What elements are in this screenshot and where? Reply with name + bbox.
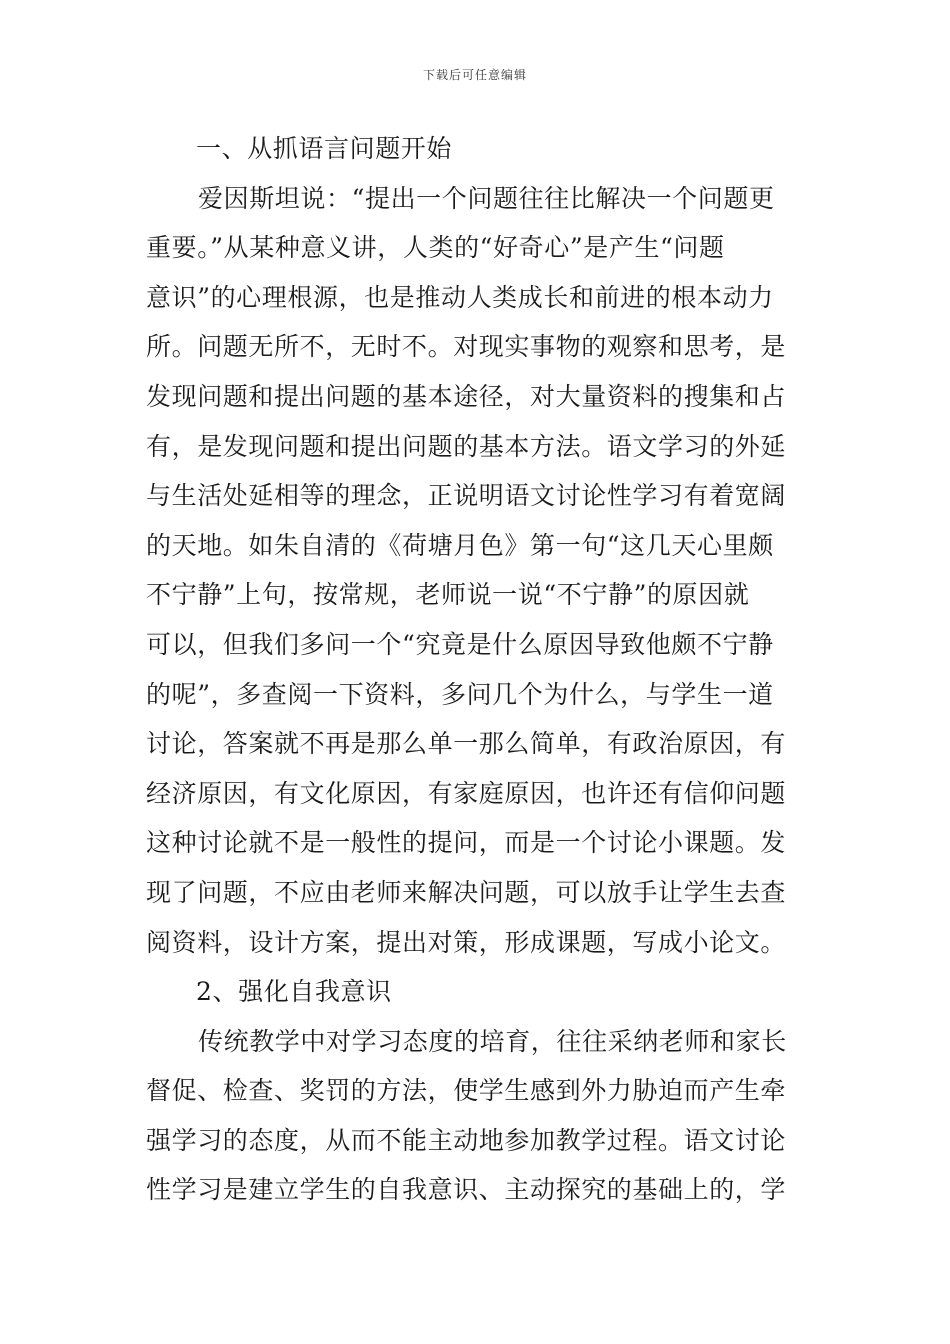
paragraph-line: 与生活处延相等的理念，正说明语文讨论性学习有着宽阔 <box>146 481 787 511</box>
paragraph-line: 不宁静”上句，按常规，老师说一说“不宁静”的原因就 <box>146 580 750 610</box>
paragraph-line: 传统教学中对学习态度的培育，往往采纳老师和家长 <box>198 1026 787 1056</box>
paragraph-line: 重要。”从某种意义讲，人类的“好奇心”是产生“问题 <box>146 233 725 263</box>
paragraph-line: 所。问题无所不，无时不。对现实事物的观察和思考，是 <box>146 332 787 362</box>
paragraph-line: 强学习的态度，从而不能主动地参加教学过程。语文讨论 <box>146 1125 787 1155</box>
paragraph-line: 现了问题，不应由老师来解决问题，可以放手让学生去查 <box>146 877 787 907</box>
paragraph-line: 可以，但我们多问一个“究竟是什么原因导致他颇不宁静 <box>146 629 774 659</box>
paragraph-line: 爱因斯坦说：“提出一个问题往往比解决一个问题更 <box>198 183 775 213</box>
paragraph-line: 讨论，答案就不再是那么单一那么简单，有政治原因，有 <box>146 729 787 759</box>
paragraph-line: 的呢”，多查阅一下资料，多问几个为什么，与学生一道 <box>146 679 774 709</box>
page-header: 下载后可任意编辑 <box>422 68 527 82</box>
document-body <box>146 124 806 1215</box>
paragraph-line: 有，是发现问题和提出问题的基本方法。语文学习的外延 <box>146 431 787 461</box>
paragraph-line: 督促、检查、奖罚的方法，使学生感到外力胁迫而产生牵 <box>146 1076 787 1106</box>
section-heading: 一、从抓语言问题开始 <box>196 134 453 163</box>
paragraph-line: 性学习是建立学生的自我意识、主动探究的基础上的，学 <box>146 1175 787 1205</box>
paragraph-line: 发现问题和提出问题的基本途径，对大量资料的搜集和占 <box>146 381 787 411</box>
paragraph-line: 阅资料，设计方案，提出对策，形成课题，写成小论文。 <box>146 927 787 957</box>
paragraph-line: 意识”的心理根源，也是推动人类成长和前进的根本动力 <box>146 282 774 312</box>
paragraph-line: 这种讨论就不是一般性的提问，而是一个讨论小课题。发 <box>146 828 787 858</box>
paragraph-line: 经济原因，有文化原因，有家庭原因，也许还有信仰问题 <box>146 778 787 808</box>
paragraph-line: 的天地。如朱自清的《荷塘月色》第一句“这几天心里颇 <box>146 530 774 560</box>
section-heading: 2、强化自我意识 <box>196 977 392 1007</box>
